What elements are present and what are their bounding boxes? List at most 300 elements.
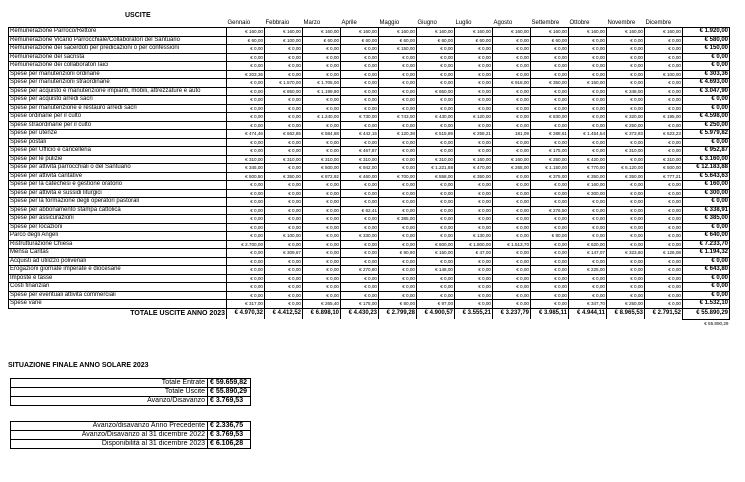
summary-row: [11, 379, 251, 388]
expense-cell: € 276,50: [531, 206, 569, 215]
expense-row: [9, 121, 730, 130]
expense-cell: € 0,00: [531, 249, 569, 258]
expense-cell: € 80,00: [379, 300, 417, 309]
expense-cell: € 470,00: [455, 164, 493, 173]
expense-cell: € 323,60: [607, 249, 645, 258]
expense-cell: € 730,00: [341, 113, 379, 122]
expense-cell: € 0,00: [417, 53, 455, 62]
expense-cell: € 0,00: [493, 138, 531, 147]
expense-cell: € 0,00: [493, 113, 531, 122]
expense-label: Spese per manutenzione e restauro arredi sacri: [9, 104, 227, 113]
expense-cell: € 0,00: [645, 266, 683, 275]
expense-cell: € 0,00: [569, 223, 607, 232]
expenses-table: [8, 19, 730, 327]
expense-row: [9, 300, 730, 309]
expense-label: Spese straordinarie per il culto: [9, 121, 227, 130]
expense-cell: € 175,00: [341, 300, 379, 309]
expense-total: € 250,00: [683, 121, 730, 130]
expense-cell: € 0,00: [645, 198, 683, 207]
summary-value: € 59.659,82: [208, 379, 251, 388]
expense-cell: € 0,00: [607, 232, 645, 241]
expense-cell: € 0,00: [645, 300, 683, 309]
expense-cell: € 373,93: [607, 130, 645, 139]
expense-cell: € 175,00: [531, 147, 569, 156]
expense-total: € 3.047,90: [683, 87, 730, 96]
expense-cell: € 0,00: [531, 223, 569, 232]
expense-cell: € 0,00: [265, 240, 303, 249]
expense-cell: € 0,00: [607, 283, 645, 292]
expense-cell: € 150,00: [569, 79, 607, 88]
expense-cell: € 0,00: [303, 138, 341, 147]
expense-cell: € 0,00: [417, 121, 455, 130]
expense-cell: € 270,80: [341, 266, 379, 275]
expense-total: € 1.920,00: [683, 28, 730, 37]
expense-label: Spese per locazioni: [9, 223, 227, 232]
expense-total: € 580,00: [683, 36, 730, 45]
expense-cell: € 0,00: [265, 96, 303, 105]
expense-cell: € 0,00: [493, 249, 531, 258]
expense-cell: € 120,38: [379, 130, 417, 139]
expense-label: Remunerazione dei sacerdoti per predicazioni o per confessioni: [9, 45, 227, 54]
expense-row: [9, 257, 730, 266]
expense-total: € 0,00: [683, 274, 730, 283]
expense-cell: € 0,00: [227, 79, 265, 88]
expense-cell: € 0,00: [569, 96, 607, 105]
expense-cell: € 0,00: [455, 223, 493, 232]
grand-total-month: € 2.799,28: [379, 308, 417, 319]
situation-title: SITUAZIONE FINALE ANNO SOLARE 2023: [8, 362, 149, 369]
expense-cell: € 0,00: [341, 70, 379, 79]
summary-label: Avanzo/Disavanzo al 31 dicembre 2022: [11, 431, 208, 440]
expense-row: [9, 291, 730, 300]
expense-cell: € 0,00: [607, 189, 645, 198]
expense-cell: € 309,67: [265, 249, 303, 258]
expense-cell: € 160,00: [227, 28, 265, 37]
expense-cell: € 60,00: [379, 36, 417, 45]
summary-value: € 55.890,29: [208, 388, 251, 397]
summary-value: € 2.336,75: [208, 422, 251, 431]
expense-cell: € 0,00: [493, 87, 531, 96]
expense-cell: € 0,00: [531, 198, 569, 207]
month-header: Febbraio: [265, 20, 290, 26]
expense-cell: € 0,00: [303, 206, 341, 215]
expense-label: Spese per la catechesi e gestione oratorio: [9, 181, 227, 190]
expense-cell: € 0,00: [417, 138, 455, 147]
expense-label: Spese per Ufficio e cancelleria: [9, 147, 227, 156]
expense-cell: € 60,00: [455, 36, 493, 45]
expense-cell: € 0,00: [379, 283, 417, 292]
expense-cell: € 160,00: [569, 28, 607, 37]
expense-cell: € 0,00: [645, 181, 683, 190]
expense-label: Spese per le pulizie: [9, 155, 227, 164]
expense-cell: € 160,00: [531, 28, 569, 37]
summary-row: [11, 440, 251, 449]
expense-cell: € 0,00: [227, 96, 265, 105]
expense-cell: € 0,00: [379, 96, 417, 105]
expense-row: [9, 147, 730, 156]
expense-cell: € 0,00: [265, 283, 303, 292]
expense-cell: € 0,00: [379, 240, 417, 249]
expense-total: € 160,00: [683, 181, 730, 190]
expense-total: € 640,00: [683, 232, 730, 241]
expense-cell: € 300,00: [569, 189, 607, 198]
expense-cell: € 0,00: [455, 181, 493, 190]
expense-cell: € 0,00: [341, 181, 379, 190]
grand-total-value: € 55.890,29: [683, 308, 730, 319]
expense-row: [9, 79, 730, 88]
expense-label: Spese per assicurazioni: [9, 215, 227, 224]
expense-cell: € 160,00: [569, 181, 607, 190]
expense-cell: € 1.150,00: [531, 164, 569, 173]
expense-cell: € 0,00: [265, 138, 303, 147]
expense-cell: € 60,00: [227, 36, 265, 45]
expense-cell: € 0,00: [379, 198, 417, 207]
expense-cell: € 288,61: [531, 130, 569, 139]
expense-cell: € 0,00: [379, 53, 417, 62]
expense-total: € 300,00: [683, 189, 730, 198]
expense-cell: € 1.705,00: [303, 79, 341, 88]
grand-total-month: € 4.944,11: [569, 308, 607, 319]
expense-cell: € 350,00: [455, 172, 493, 181]
expense-cell: € 0,00: [417, 79, 455, 88]
expense-cell: € 0,00: [531, 121, 569, 130]
grand-total-month: € 6.898,10: [303, 308, 341, 319]
expense-cell: € 310,00: [645, 155, 683, 164]
expense-cell: € 0,00: [227, 266, 265, 275]
expense-cell: € 0,00: [455, 215, 493, 224]
expense-cell: € 0,00: [379, 232, 417, 241]
expense-cell: € 310,00: [341, 155, 379, 164]
expense-cell: € 0,00: [531, 283, 569, 292]
expense-row: [9, 215, 730, 224]
summary-value: € 3.769,53: [208, 431, 251, 440]
expense-cell: € 0,00: [645, 45, 683, 54]
expense-cell: € 0,00: [645, 36, 683, 45]
expense-cell: € 0,00: [607, 198, 645, 207]
expense-cell: € 0,00: [303, 240, 341, 249]
expense-row: [9, 266, 730, 275]
expense-cell: € 0,00: [531, 53, 569, 62]
expense-label: Imposte e tasse: [9, 274, 227, 283]
expense-label: Remunerazione Vicario Parrocchiale/Collaboratori del Santuario: [9, 36, 227, 45]
expense-cell: € 442,15: [341, 130, 379, 139]
expense-cell: € 1.240,00: [303, 113, 341, 122]
expense-cell: € 0,00: [455, 198, 493, 207]
expense-cell: € 0,00: [607, 206, 645, 215]
summary-label: Avanzo/disavanzo Anno Precedente: [11, 422, 208, 431]
expense-cell: € 700,00: [379, 172, 417, 181]
expense-cell: € 0,00: [455, 79, 493, 88]
expense-cell: € 420,00: [569, 155, 607, 164]
expense-cell: € 0,00: [569, 232, 607, 241]
expense-cell: € 0,00: [265, 206, 303, 215]
expense-cell: € 0,00: [379, 206, 417, 215]
expense-cell: € 0,00: [379, 291, 417, 300]
expense-cell: € 0,00: [227, 249, 265, 258]
expense-cell: € 0,00: [341, 62, 379, 71]
expense-cell: € 0,00: [493, 283, 531, 292]
expense-cell: € 0,00: [227, 87, 265, 96]
expense-cell: € 0,00: [341, 87, 379, 96]
expense-cell: € 0,00: [227, 113, 265, 122]
expense-cell: € 0,00: [379, 274, 417, 283]
expense-cell: € 0,00: [303, 45, 341, 54]
expense-cell: € 160,00: [493, 155, 531, 164]
expense-cell: € 1.454,54: [569, 130, 607, 139]
expense-cell: € 310,00: [227, 155, 265, 164]
expense-cell: € 0,00: [645, 96, 683, 105]
grand-total-label: TOTALE USCITE ANNO 2023: [130, 310, 225, 318]
expense-cell: € 350,00: [607, 172, 645, 181]
expense-cell: € 375,00: [531, 172, 569, 181]
expense-cell: € 0,00: [341, 189, 379, 198]
expense-cell: € 0,00: [645, 62, 683, 71]
expense-cell: € 0,00: [569, 147, 607, 156]
expense-cell: € 0,00: [569, 198, 607, 207]
expense-cell: € 0,00: [645, 189, 683, 198]
expense-cell: € 0,00: [607, 96, 645, 105]
expense-cell: € 0,00: [265, 45, 303, 54]
expense-cell: € 0,00: [341, 257, 379, 266]
expense-cell: € 0,00: [645, 147, 683, 156]
expense-total: € 4.693,00: [683, 79, 730, 88]
expense-cell: € 0,00: [417, 104, 455, 113]
expense-cell: € 0,00: [341, 249, 379, 258]
expense-cell: € 0,00: [227, 104, 265, 113]
expense-cell: € 620,00: [569, 240, 607, 249]
expense-cell: € 62,41: [341, 206, 379, 215]
expense-cell: € 0,00: [493, 62, 531, 71]
expense-row: [9, 206, 730, 215]
expense-cell: € 0,00: [341, 53, 379, 62]
expense-cell: € 0,00: [455, 121, 493, 130]
expense-cell: € 0,00: [455, 104, 493, 113]
expense-cell: € 265,40: [303, 300, 341, 309]
expense-cell: € 0,00: [607, 215, 645, 224]
expense-cell: € 0,00: [417, 189, 455, 198]
expense-cell: € 348,00: [607, 87, 645, 96]
expense-cell: € 60,00: [531, 36, 569, 45]
expense-cell: € 0,00: [645, 223, 683, 232]
expense-total: € 0,00: [683, 198, 730, 207]
expense-cell: € 250,00: [607, 121, 645, 130]
expense-cell: € 0,00: [607, 36, 645, 45]
expense-cell: € 0,00: [303, 121, 341, 130]
expense-cell: € 600,00: [417, 240, 455, 249]
expense-cell: € 0,00: [493, 172, 531, 181]
expense-cell: € 60,00: [417, 36, 455, 45]
expense-cell: € 0,00: [493, 45, 531, 54]
month-header: Marzo: [303, 20, 321, 26]
expense-cell: € 0,00: [303, 283, 341, 292]
expense-cell: € 0,00: [303, 96, 341, 105]
expense-label: Remunerazione dei collaboratori laici: [9, 62, 227, 71]
expense-cell: € 942,00: [341, 164, 379, 173]
expense-cell: € 515,89: [417, 130, 455, 139]
expense-cell: € 0,00: [645, 121, 683, 130]
expense-cell: € 0,00: [341, 104, 379, 113]
expense-cell: € 97,00: [417, 300, 455, 309]
expense-cell: € 0,00: [227, 138, 265, 147]
expense-cell: € 0,00: [417, 45, 455, 54]
expense-label: Remunerazione del sacrista: [9, 53, 227, 62]
expense-cell: € 0,00: [569, 283, 607, 292]
expense-row: [9, 249, 730, 258]
expense-label: Costi finanziari: [9, 283, 227, 292]
expense-cell: € 0,00: [493, 215, 531, 224]
expense-cell: € 350,00: [569, 172, 607, 181]
expense-total: € 0,00: [683, 291, 730, 300]
expense-row: [9, 198, 730, 207]
expense-cell: € 0,00: [379, 79, 417, 88]
expense-cell: € 0,00: [227, 274, 265, 283]
expense-cell: € 0,00: [379, 104, 417, 113]
expense-row: [9, 70, 730, 79]
expense-cell: € 160,00: [493, 28, 531, 37]
expense-cell: € 0,00: [531, 104, 569, 113]
expense-cell: € 0,00: [379, 189, 417, 198]
expense-total: € 0,00: [683, 223, 730, 232]
grand-total-month: € 3.985,11: [531, 308, 569, 319]
month-header: Aprile: [341, 20, 357, 26]
expense-label: Parco degli Angeli: [9, 232, 227, 241]
expense-cell: € 80,00: [531, 232, 569, 241]
expense-cell: € 1.570,00: [265, 79, 303, 88]
expense-cell: € 0,00: [265, 223, 303, 232]
expense-total: € 338,91: [683, 206, 730, 215]
expense-cell: € 0,00: [645, 206, 683, 215]
expense-row: [9, 36, 730, 45]
expense-cell: € 0,00: [379, 121, 417, 130]
expense-cell: € 0,00: [227, 147, 265, 156]
grand-total-month: € 3.237,79: [493, 308, 531, 319]
grand-total-month: € 4.412,52: [265, 308, 303, 319]
expense-cell: € 0,00: [607, 53, 645, 62]
expense-cell: € 0,00: [493, 206, 531, 215]
expense-label: Spese per eventuali attività commerciali: [9, 291, 227, 300]
expense-cell: € 0,00: [645, 232, 683, 241]
expense-label: Ristrutturazione Chiesa: [9, 240, 227, 249]
expense-cell: € 6.120,00: [607, 164, 645, 173]
expense-cell: € 0,00: [227, 215, 265, 224]
expense-cell: € 0,00: [531, 291, 569, 300]
expense-cell: € 0,00: [265, 291, 303, 300]
expense-cell: € 60,00: [341, 36, 379, 45]
expense-cell: € 0,00: [341, 283, 379, 292]
expense-cell: € 0,00: [341, 138, 379, 147]
expense-cell: € 0,00: [493, 223, 531, 232]
expense-cell: € 317,00: [227, 300, 265, 309]
summary-label: Avanzo/Disavanzo: [11, 397, 208, 406]
expense-cell: € 0,00: [417, 70, 455, 79]
expense-label: Spese postali: [9, 138, 227, 147]
expense-total: € 385,00: [683, 215, 730, 224]
expense-cell: € 0,00: [379, 266, 417, 275]
expense-cell: € 0,00: [531, 87, 569, 96]
expense-cell: € 0,00: [607, 70, 645, 79]
month-header: Luglio: [455, 20, 472, 26]
expense-cell: € 0,00: [493, 36, 531, 45]
month-header: Dicembre: [645, 20, 672, 26]
expense-label: Spese per attività caritative: [9, 172, 227, 181]
expense-cell: € 0,00: [493, 104, 531, 113]
grand-total-row: [9, 308, 730, 319]
expense-row: [9, 189, 730, 198]
expense-cell: € 330,00: [341, 232, 379, 241]
expense-cell: € 0,00: [531, 240, 569, 249]
expense-cell: € 743,00: [379, 113, 417, 122]
expense-cell: € 0,00: [227, 53, 265, 62]
expense-cell: € 310,00: [265, 155, 303, 164]
expense-cell: € 0,00: [417, 147, 455, 156]
expense-cell: € 0,00: [455, 300, 493, 309]
expense-cell: € 0,00: [645, 240, 683, 249]
expense-cell: € 0,00: [645, 283, 683, 292]
expense-cell: € 265,00: [493, 164, 531, 173]
summary-row: [11, 422, 251, 431]
expense-cell: € 0,00: [265, 121, 303, 130]
expense-cell: € 0,00: [227, 291, 265, 300]
expense-cell: € 0,00: [379, 87, 417, 96]
expense-cell: € 195,00: [645, 113, 683, 122]
expense-cell: € 126,08: [645, 249, 683, 258]
expense-cell: € 0,00: [607, 257, 645, 266]
expense-cell: € 0,00: [417, 283, 455, 292]
expense-cell: € 0,00: [265, 104, 303, 113]
expense-total: € 12.183,88: [683, 164, 730, 173]
expense-cell: € 1.800,00: [455, 240, 493, 249]
expense-row: [9, 172, 730, 181]
expense-cell: € 0,00: [607, 62, 645, 71]
expense-cell: € 0,00: [493, 70, 531, 79]
expense-cell: € 0,00: [303, 215, 341, 224]
expense-cell: € 160,00: [265, 28, 303, 37]
expense-row: [9, 138, 730, 147]
expense-total: € 952,87: [683, 147, 730, 156]
expense-cell: € 0,00: [569, 87, 607, 96]
expense-cell: € 0,00: [417, 291, 455, 300]
expense-cell: € 0,00: [379, 138, 417, 147]
expense-cell: € 0,00: [417, 215, 455, 224]
expense-cell: € 430,00: [417, 113, 455, 122]
expense-cell: € 0,00: [493, 198, 531, 207]
expense-label: Spese per acquisto e manutenzione impianti, mobili, attrezzature e auto: [9, 87, 227, 96]
expense-cell: € 150,00: [417, 249, 455, 258]
expense-cell: € 0,00: [303, 147, 341, 156]
expense-cell: € 0,00: [531, 70, 569, 79]
expense-cell: € 0,00: [493, 96, 531, 105]
expense-cell: € 1.513,70: [493, 240, 531, 249]
expense-cell: € 0,00: [341, 96, 379, 105]
expense-cell: € 0,00: [455, 62, 493, 71]
expense-cell: € 0,00: [417, 223, 455, 232]
expense-cell: € 0,00: [303, 181, 341, 190]
summary-box-2: [10, 421, 251, 449]
grand-total-month: € 2.791,52: [645, 308, 683, 319]
expense-row: [9, 283, 730, 292]
expense-cell: € 0,00: [531, 96, 569, 105]
expense-cell: € 0,00: [379, 62, 417, 71]
grand-total-month: € 4.900,57: [417, 308, 455, 319]
expense-cell: € 0,00: [531, 274, 569, 283]
expense-cell: € 100,00: [265, 36, 303, 45]
expense-cell: € 0,00: [455, 257, 493, 266]
expense-row: [9, 223, 730, 232]
expense-cell: € 0,00: [569, 104, 607, 113]
expense-row: [9, 113, 730, 122]
expense-cell: € 0,00: [493, 147, 531, 156]
expense-cell: € 250,00: [531, 155, 569, 164]
